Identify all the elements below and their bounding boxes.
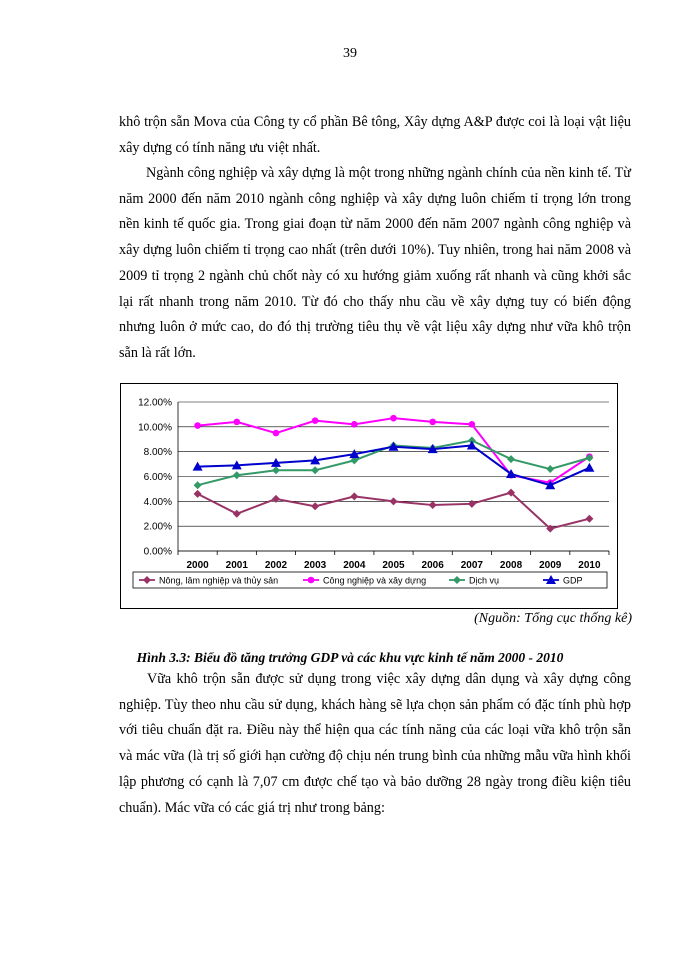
y-tick-label: 10.00% (138, 422, 172, 434)
data-point (390, 497, 398, 505)
data-point (468, 500, 476, 508)
x-tick-label: 2004 (343, 560, 366, 571)
paragraph-mortar: Vữa khô trộn sẵn được sử dụng trong việc xây dựng dân dụng và xây dựng công nghiệp. Tùy theo nhu cầu sử dụng, khách hàng sẽ lựa chọn sản phẩm có đặc tính phù hợp với tiêu chuẩn đặt ra. Điều này thể hiện qua các tính năng của các loại vữa khô trộn sẵn và mác vữa (là trị số giới hạn cường độ chịu nén trung bình của những mẫu vữa hình khối lập phương có cạnh là 7,07 cm được chế tạo và bảo dưỡng 28 ngày trong điều kiện tiêu chuẩn). Mác vữa có các giá trị như trong bảng: (119, 671, 631, 816)
data-point (585, 515, 593, 523)
data-point (194, 422, 201, 429)
legend-label: Nông, lâm nghiệp và thủy sản (159, 575, 279, 586)
x-tick-label: 2003 (304, 560, 327, 571)
legend-marker (308, 577, 315, 584)
figure-caption: Hình 3.3: Biểu đồ tăng trưởng GDP và các khu vực kinh tế năm 2000 - 2010 (136, 650, 564, 665)
data-point (546, 465, 554, 473)
legend-label: GDP (563, 575, 583, 586)
data-point (273, 430, 280, 437)
data-point (350, 492, 358, 500)
chart-svg (121, 384, 619, 610)
data-point (429, 501, 437, 509)
x-tick-label: 2007 (460, 560, 483, 571)
data-point (194, 490, 202, 498)
x-tick-label: 2000 (186, 560, 209, 571)
data-point (272, 466, 280, 474)
x-tick-label: 2005 (382, 560, 405, 571)
y-tick-label: 4.00% (143, 496, 172, 508)
y-tick-label: 2.00% (143, 521, 172, 533)
x-tick-label: 2009 (539, 560, 562, 571)
x-tick-label: 2001 (225, 560, 248, 571)
y-tick-label: 0.00% (143, 546, 172, 558)
gdp-growth-chart (120, 383, 618, 609)
x-tick-label: 2002 (264, 560, 288, 571)
data-point (233, 510, 241, 518)
data-point (233, 471, 241, 479)
data-point (390, 415, 397, 422)
legend-label: Công nghiệp và xây dựng (323, 575, 427, 586)
data-point (194, 481, 202, 489)
data-point (312, 417, 319, 424)
paragraph-intro: khô trộn sẵn Mova của Công ty cổ phần Bê tông, Xây dựng A&P được coi là loại vật liệu xây dựng có tính năng ưu việt nhất. (119, 114, 631, 156)
data-point (272, 495, 280, 503)
data-point (311, 466, 319, 474)
data-point (429, 419, 436, 426)
data-point (584, 463, 594, 472)
x-tick-label: 2010 (578, 560, 601, 571)
data-point (351, 421, 358, 428)
legend-label: Dịch vụ (469, 575, 500, 586)
data-point (469, 421, 476, 428)
data-point (507, 455, 515, 463)
y-tick-label: 12.00% (138, 397, 172, 409)
data-point (311, 502, 319, 510)
paragraph-industry: Ngành công nghiệp và xây dựng là một trong những ngành chính của nền kinh tế. Từ năm 2000 đến năm 2010 ngành công nghiệp và xây dựng luôn chiếm tỉ trọng lớn trong nền kinh tế quốc gia. Trong giai đoạn từ năm 2000 đến năm 2007 ngành công nghiệp và xây dựng luôn chiếm tỉ trọng cao nhất (trên dưới 10%). Tuy nhiên, trong hai năm 2008 và 2009 tỉ trọng 2 ngành chủ chốt này có xu hướng giảm xuống rất nhanh và cũng khởi sắc lại rất nhanh trong năm 2010. Từ đó cho thấy nhu cầu về xây dựng tuy có biến động nhưng luôn ở mức cao, do đó thị trường tiêu thụ về vật liệu xây dựng như vữa khô trộn sẵn là rất lớn. (119, 165, 631, 361)
x-tick-label: 2008 (499, 560, 523, 571)
page-number: 39 (343, 46, 357, 61)
y-tick-label: 6.00% (143, 472, 172, 483)
data-point (233, 419, 240, 426)
x-tick-label: 2006 (421, 560, 444, 571)
y-tick-label: 8.00% (143, 447, 172, 459)
source-note: (Nguồn: Tổng cục thống kê) (474, 611, 632, 626)
